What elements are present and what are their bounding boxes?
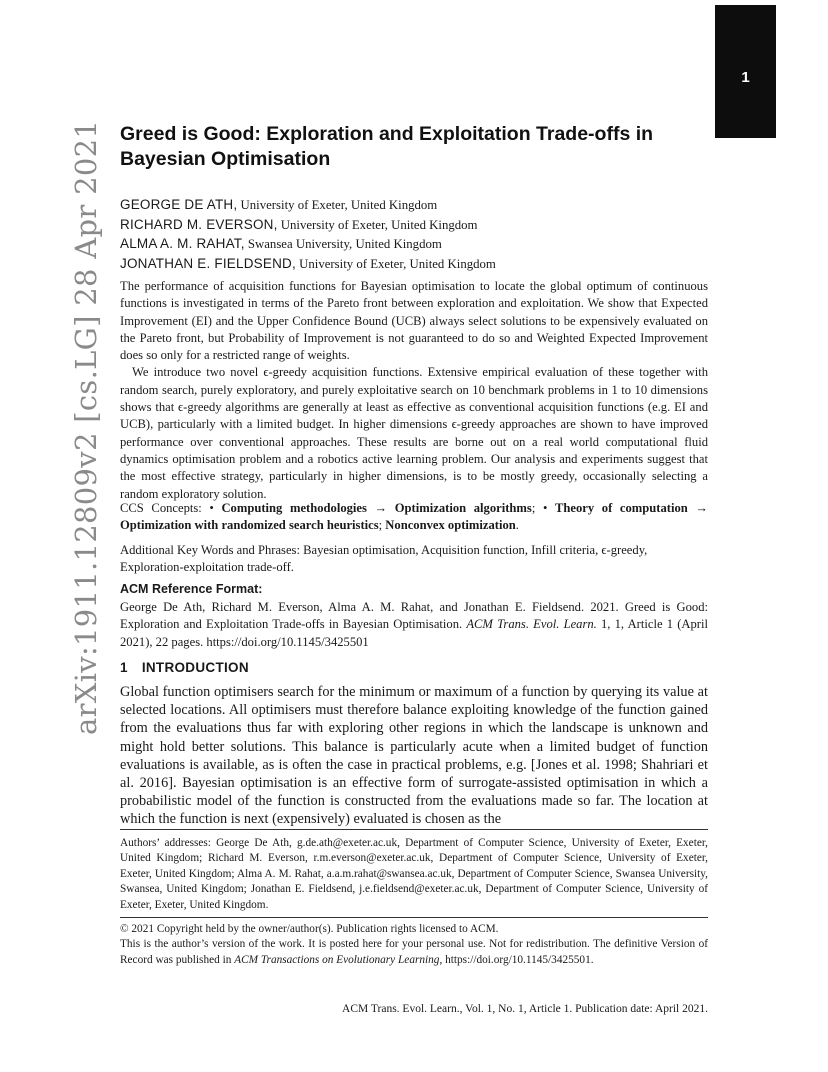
section-number: 1 bbox=[120, 660, 128, 675]
version-journal: ACM Transactions on Evolutionary Learning bbox=[234, 953, 440, 966]
keywords: Additional Key Words and Phrases: Bayesian optimisation, Acquisition function, Infill criteria, ϵ-greedy, Exploration-exploitation trade-off. bbox=[120, 543, 648, 575]
version-text: , https://doi.org/10.1145/3425501. bbox=[439, 953, 594, 966]
ccs-concept: Nonconvex optimization bbox=[385, 518, 516, 533]
version-text: This is the author’s version of the work. It is posted here for your personal use. Not for redistribution. The definitive Version of Record was published in bbox=[120, 938, 708, 966]
ccs-label: CCS Concepts: • bbox=[120, 501, 222, 515]
footnote-divider bbox=[120, 829, 708, 830]
arxiv-stamp: arXiv:1911.12809v2 [cs.LG] 28 Apr 2021 bbox=[69, 119, 103, 735]
author-affiliation: Swansea University, United Kingdom bbox=[244, 237, 442, 251]
ccs-separator: ; • bbox=[531, 501, 555, 515]
abstract-paragraph: The performance of acquisition functions for Bayesian optimisation to locate the global optimum of continuous functions is investigated in terms of the Pareto front between exploration and exploitation. We show that Expected Improvement (EI) and the Upper Confidence Bound (UCB) always select solutions to be expensively evaluated on the Pareto front, but Probability of Improvement is not guaranteed to do so and Weighted Expected Improvement does so only for a restricted range of weights. bbox=[120, 279, 708, 363]
copyright-line: © 2021 Copyright held by the owner/author(s). Publication rights licensed to ACM. bbox=[120, 923, 499, 935]
author-affiliation: University of Exeter, United Kingdom bbox=[237, 198, 438, 212]
introduction-paragraph: Global function optimisers search for the minimum or maximum of a function by querying its value at selected locations. All optimisers must therefore balance exploiting knowledge of the function gained from the evaluations thus far with exploring other regions in which the landscape is unknown and might hold better solutions. This balance is particularly acute when a limited budget of function evaluations is available, as is often the case in practical problems, e.g. [Jones et al. 1998; Shahriari et al. 2016]. Bayesian optimisation is an effective form of surrogate-assisted optimisation in which a probabilistic model of the function is constructed from the evaluations made so far. The location at which the function is next (expensively) evaluated is chosen as the bbox=[120, 684, 708, 828]
author-affiliation: University of Exeter, United Kingdom bbox=[295, 256, 496, 271]
ccs-separator: ; bbox=[378, 518, 386, 533]
author-name: GEORGE DE ATH, bbox=[120, 197, 238, 212]
author-name: RICHARD M. EVERSON, bbox=[120, 216, 278, 232]
author-entry bbox=[120, 254, 720, 274]
page-number: 1 bbox=[741, 69, 750, 86]
author-entry bbox=[120, 215, 720, 235]
section-title: INTRODUCTION bbox=[141, 660, 249, 675]
reference-text: 1, 1, Article 1 (April 2021), 22 pages. https://doi.org/10.1145/3425501 bbox=[120, 617, 708, 649]
author-name: ALMA A. M. RAHAT, bbox=[120, 236, 245, 251]
reference-journal: ACM Trans. Evol. Learn. bbox=[466, 617, 597, 632]
abstract-paragraph: We introduce two novel ϵ-greedy acquisition functions. Extensive empirical evaluation of these together with random search, purely exploratory, and purely exploitative search on 10 benchmark problems in 1 to 10 dimensions shows that ϵ-greedy algorithms are generally at least as effective as conventional acquisition functions (e.g. EI and UCB), particularly with a limited budget. In higher dimensions ϵ-greedy approaches are shown to have improved performance over conventional approaches. These results are borne out on a real world computational fluid dynamics optimisation problem and a robotics active learning problem. Our analysis and experiments suggest that the most effective strategy, particularly in higher dimensions, is to be mostly greedy, occasionally selecting a random exploratory solution. bbox=[120, 365, 708, 501]
copyright-divider bbox=[120, 917, 708, 918]
reference-format-heading: ACM Reference Format: bbox=[120, 582, 263, 596]
version-of-record-note bbox=[120, 937, 708, 968]
ccs-concept: Computing methodologies → Optimization algorithms bbox=[221, 501, 532, 515]
author-entry bbox=[120, 195, 720, 215]
page-number-tab bbox=[715, 5, 776, 138]
reference-text: George De Ath, Richard M. Everson, Alma A. M. Rahat, and Jonathan E. Fieldsend. 2021. Greed is Good: Exploration and Exploitation Trade-offs in Bayesian Optimisation. bbox=[120, 600, 708, 632]
author-addresses-footnote: Authors’ addresses: George De Ath, g.de.ath@exeter.ac.uk, Department of Computer Science, University of Exeter, Exeter, United Kingdom; Richard M. Everson, r.m.everson@exeter.ac.uk, Department of Computer Science, University of Exeter, Exeter, United Kingdom; Alma A. M. Rahat, a.a.m.rahat@swansea.ac.uk, Department of Computer Science, Swansea University, Swansea, United Kingdom; Jonathan E. Fieldsend, j.e.fieldsend@exeter.ac.uk, Department of Computer Science, University of Exeter, Exeter, United Kingdom. bbox=[120, 837, 708, 911]
reference-format-text bbox=[120, 599, 708, 651]
ccs-concepts bbox=[120, 500, 708, 535]
ccs-end: . bbox=[515, 518, 519, 533]
paper-title: Greed is Good: Exploration and Exploitation Trade-offs in Bayesian Optimisation bbox=[120, 123, 654, 170]
abstract bbox=[120, 278, 708, 503]
author-entry bbox=[120, 234, 720, 254]
running-footer: ACM Trans. Evol. Learn., Vol. 1, No. 1, Article 1. Publication date: April 2021. bbox=[342, 1003, 708, 1015]
author-list bbox=[120, 195, 720, 273]
ccs-concept: Theory of computation → Optimization with randomized search heuristics bbox=[120, 501, 708, 533]
author-name: JONATHAN E. FIELDSEND, bbox=[120, 255, 296, 271]
copyright-notice bbox=[120, 922, 708, 968]
author-affiliation: University of Exeter, United Kingdom bbox=[277, 217, 478, 232]
section-heading bbox=[120, 660, 249, 675]
